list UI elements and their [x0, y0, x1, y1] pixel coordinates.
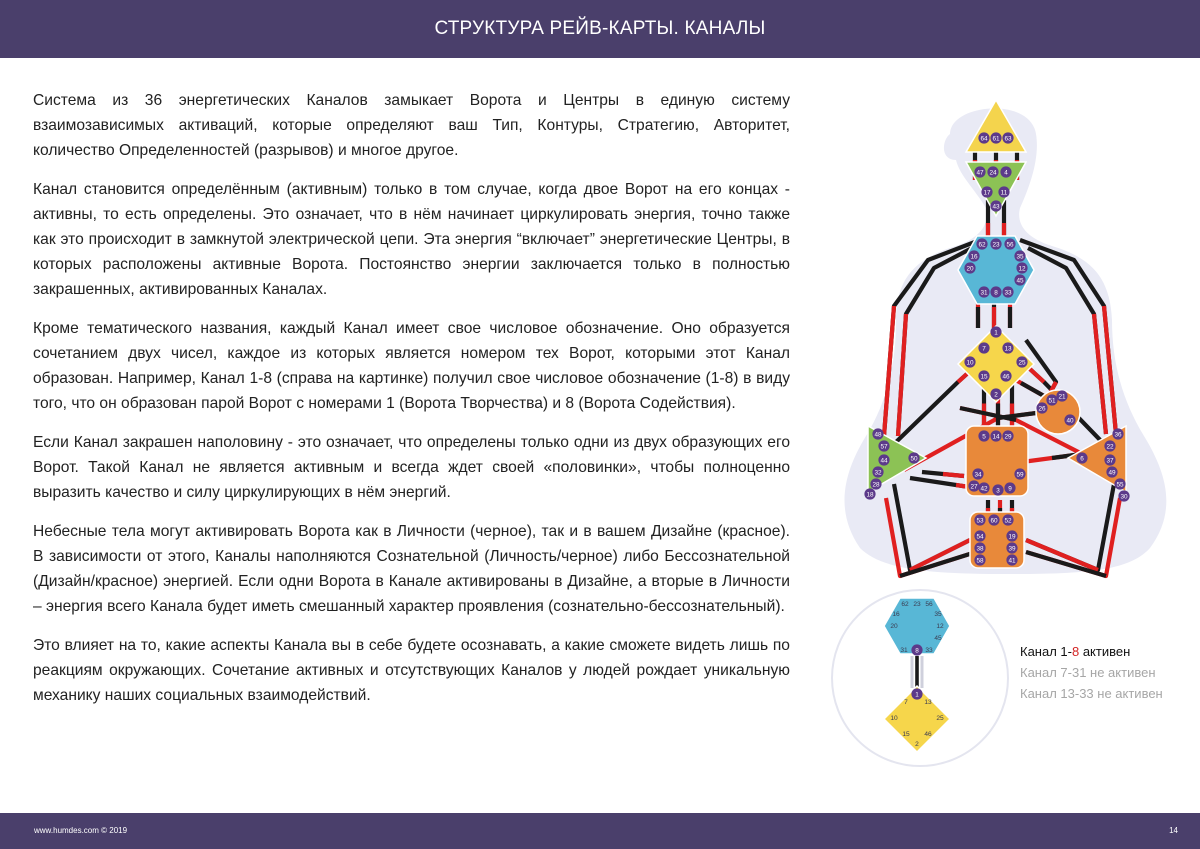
paragraph-6: Это влияет на то, какие аспекты Канала вы в себе будете осознавать, а какие сможете видеть лишь по реакциям окружающих. Сочетание активных и отсутствующих Каналов у людей рождает уникальную механику наших социальных взаимодействий. [33, 637, 790, 704]
gate-number: 54 [976, 533, 984, 541]
inset-gate-25: 25 [936, 715, 944, 722]
gate-number: 52 [1004, 517, 1012, 525]
gate-number: 4 [1004, 169, 1008, 177]
gate-10 [964, 356, 975, 367]
gate-number: 24 [989, 169, 997, 177]
gate-43 [990, 200, 1001, 211]
gate-34 [972, 468, 983, 479]
page-number: 14 [1169, 826, 1178, 835]
gate-62 [976, 238, 987, 249]
page-title: СТРУКТУРА РЕЙВ-КАРТЫ. КАНАЛЫ [434, 18, 766, 39]
gate-number: 11 [1000, 189, 1008, 197]
inset-gate-35: 35 [934, 611, 942, 618]
gate-63 [1002, 132, 1013, 143]
inset-gate-1 [911, 688, 922, 699]
gate-number: 43 [992, 203, 1000, 211]
gate-number: 59 [1016, 471, 1024, 479]
gate-number: 19 [1008, 533, 1016, 541]
gate-55 [1114, 478, 1125, 489]
inset-gate-23: 23 [913, 601, 921, 608]
gate-number: 12 [1018, 265, 1026, 273]
gate-40 [1064, 414, 1075, 425]
gate-36 [1112, 428, 1123, 439]
gate-1 [990, 326, 1001, 337]
gate-17 [981, 186, 992, 197]
gate-4 [1000, 166, 1011, 177]
gate-number: 22 [1106, 443, 1114, 451]
gate-number: 5 [982, 433, 986, 441]
gate-number: 56 [1006, 241, 1014, 249]
gate-number: 38 [976, 545, 984, 553]
inset-gate-33: 33 [925, 647, 933, 654]
gate-number: 8 [915, 647, 919, 655]
page-header [0, 0, 1200, 58]
gate-number: 33 [1004, 289, 1012, 297]
gate-number: 1 [915, 691, 919, 699]
gate-49 [1106, 466, 1117, 477]
inset-gate-7: 7 [904, 699, 908, 706]
gate-14 [990, 430, 1001, 441]
gate-33 [1002, 286, 1013, 297]
channel-legend [1020, 641, 1163, 704]
gate-60 [988, 514, 999, 525]
bodygraph-chart [830, 100, 1180, 580]
gate-number: 15 [980, 373, 988, 381]
gate-number: 28 [872, 481, 880, 489]
gate-number: 47 [976, 169, 984, 177]
gate-48 [872, 428, 883, 439]
legend-inactive-channel-1: Канал 7-31 не активен [1020, 665, 1156, 680]
gate-number: 8 [994, 289, 998, 297]
gate-number: 45 [1016, 277, 1024, 285]
gate-45 [1014, 274, 1025, 285]
gate-47 [974, 166, 985, 177]
gate-number: 49 [1108, 469, 1116, 477]
body-text [33, 88, 790, 722]
legend-active-suffix: активен [1079, 644, 1131, 659]
inset-gate-16: 16 [892, 611, 900, 618]
paragraph-5: Небесные тела могут активировать Ворота как в Личности (черное), так и в вашем Дизайне (красное). В зависимости от этого, Каналы наполняются Сознательной (Личность/черное) либо Бессознательной (Дизайн/красное) энергией. Если одни Ворота в Канале активированы в Дизайне, а вторые в Личности – энергия всего Канала будет иметь смешанный характер проявления (сознательно-бессознательный). [33, 523, 790, 615]
gate-21 [1056, 390, 1067, 401]
gate-number: 7 [982, 345, 986, 353]
gate-number: 64 [980, 135, 988, 143]
gate-56 [1004, 238, 1015, 249]
gate-number: 10 [966, 359, 974, 367]
gate-number: 40 [1066, 417, 1074, 425]
paragraph-3: Кроме тематического названия, каждый Канал имеет свое числовое обозначение. Оно образуется сочетанием двух чисел, каждое из которых является номером тех Ворот, которыми этот Канал образован. Например, Канал 1-8 (справа на картинке) получил свое числовое обозначение (1-8) в виду того, что он образован парой Ворот с номерами 1 (Ворота Творчества) и 8 (Ворота Содействия). [33, 320, 790, 412]
paragraph-4: Если Канал закрашен наполовину - это означает, что определены только одни из двух образующих его Ворот. Такой Канал не является активным и всегда ждет своей «половинки», чтобы полноценно выразить качество и силу циркулирующих в нём энергий. [33, 434, 790, 501]
gate-24 [987, 166, 998, 177]
inset-gate-10: 10 [890, 715, 898, 722]
gate-number: 14 [992, 433, 1000, 441]
gate-15 [978, 370, 989, 381]
gate-number: 35 [1016, 253, 1024, 261]
gate-52 [1002, 514, 1013, 525]
gate-number: 51 [1048, 397, 1056, 405]
gate-23 [990, 238, 1001, 249]
gate-number: 62 [978, 241, 986, 249]
gate-number: 39 [1008, 545, 1016, 553]
gate-61 [990, 132, 1001, 143]
channel-27-half [943, 474, 964, 476]
gate-28 [870, 478, 881, 489]
page-footer [0, 813, 1200, 849]
gate-50 [908, 452, 919, 463]
gate-number: 26 [1038, 405, 1046, 413]
gate-46 [1000, 370, 1011, 381]
gate-number: 61 [992, 135, 1000, 143]
inset-gate-20: 20 [890, 623, 898, 630]
gate-number: 58 [976, 557, 984, 565]
gate-number: 6 [1080, 455, 1084, 463]
channel-example-inset [830, 588, 1010, 768]
gate-31 [978, 286, 989, 297]
gate-64 [978, 132, 989, 143]
gate-number: 9 [1008, 485, 1012, 493]
gate-8 [990, 286, 1001, 297]
legend-active-highlight: 8 [1071, 644, 1080, 659]
gate-number: 37 [1106, 457, 1114, 465]
gate-38 [974, 542, 985, 553]
gate-58 [974, 554, 985, 565]
gate-number: 23 [992, 241, 1000, 249]
legend-active-channel [1020, 641, 1163, 662]
inset-gate-31: 31 [900, 647, 908, 654]
gate-5 [978, 430, 989, 441]
gate-39 [1006, 542, 1017, 553]
gate-42 [978, 482, 989, 493]
legend-active-prefix: Канал 1- [1020, 644, 1072, 659]
gate-51 [1046, 394, 1057, 405]
gate-number: 50 [910, 455, 918, 463]
gate-57 [878, 440, 889, 451]
inset-gate-13: 13 [924, 699, 932, 706]
gate-25 [1016, 356, 1027, 367]
gate-number: 29 [1004, 433, 1012, 441]
inset-gate-8 [911, 644, 922, 655]
gate-number: 48 [874, 431, 882, 439]
gate-16 [968, 250, 979, 261]
gate-number: 25 [1018, 359, 1026, 367]
gate-30 [1118, 490, 1129, 501]
inset-gate-2: 2 [915, 741, 919, 748]
gate-19 [1006, 530, 1017, 541]
gate-26 [1036, 402, 1047, 413]
paragraph-1: Система из 36 энергетических Каналов замыкает Ворота и Центры в единую систему взаимозависимых активаций, которые определяют ваш Тип, Контуры, Стратегию, Авторитет, количество Определенностей (разрывов) и многое другое. [33, 92, 790, 159]
gate-number: 2 [994, 391, 998, 399]
gate-number: 63 [1004, 135, 1012, 143]
gate-number: 53 [976, 517, 984, 525]
gate-41 [1006, 554, 1017, 565]
inset-gate-12: 12 [936, 623, 944, 630]
inset-gate-56: 56 [925, 601, 933, 608]
gate-18 [864, 488, 875, 499]
footer-source: www.humdes.com © 2019 [34, 826, 128, 835]
gate-7 [978, 342, 989, 353]
gate-number: 17 [983, 189, 991, 197]
gate-11 [998, 186, 1009, 197]
inset-gate-45: 45 [934, 635, 942, 642]
gate-29 [1002, 430, 1013, 441]
gate-13 [1002, 342, 1013, 353]
gate-number: 31 [980, 289, 988, 297]
inset-gate-15: 15 [902, 731, 910, 738]
gate-number: 21 [1058, 393, 1066, 401]
gate-37 [1104, 454, 1115, 465]
gate-35 [1014, 250, 1025, 261]
gate-number: 20 [966, 265, 974, 273]
gate-12 [1016, 262, 1027, 273]
gate-3 [992, 484, 1003, 495]
inset-gate-46: 46 [924, 731, 932, 738]
gate-number: 13 [1004, 345, 1012, 353]
gate-number: 32 [874, 469, 882, 477]
gate-number: 36 [1114, 431, 1122, 439]
gate-59 [1014, 468, 1025, 479]
paragraph-2: Канал становится определённым (активным) только в том случае, когда двое Ворот на его концах - активны, то есть определены. Это означает, что в нём начинает циркулировать энергия, точно также как это происходит в замкнутой электрической цепи. Эта энергия “включает” энергетические Центры, в которых расположены активные Ворота. Постоянство энергии заключается только в полностью закрашенных, активированных Каналах. [33, 181, 790, 298]
gate-54 [974, 530, 985, 541]
gate-number: 3 [996, 487, 1000, 495]
gate-32 [872, 466, 883, 477]
gate-number: 18 [866, 491, 874, 499]
gate-27 [968, 480, 979, 491]
gate-number: 60 [990, 517, 998, 525]
legend-inactive-channel-2: Канал 13-33 не активен [1020, 686, 1163, 701]
gate-2 [990, 388, 1001, 399]
gate-22 [1104, 440, 1115, 451]
gate-number: 42 [980, 485, 988, 493]
gate-9 [1004, 482, 1015, 493]
gate-number: 41 [1008, 557, 1016, 565]
gate-number: 30 [1120, 493, 1128, 501]
gate-20 [964, 262, 975, 273]
gate-number: 44 [880, 457, 888, 465]
gate-number: 34 [974, 471, 982, 479]
gate-6 [1076, 452, 1087, 463]
gate-number: 27 [970, 483, 978, 491]
gate-53 [974, 514, 985, 525]
gate-number: 55 [1116, 481, 1124, 489]
gate-number: 16 [970, 253, 978, 261]
inset-gate-62: 62 [901, 601, 909, 608]
gate-44 [878, 454, 889, 465]
gate-number: 57 [880, 443, 888, 451]
gate-number: 1 [994, 329, 998, 337]
gate-number: 46 [1002, 373, 1010, 381]
